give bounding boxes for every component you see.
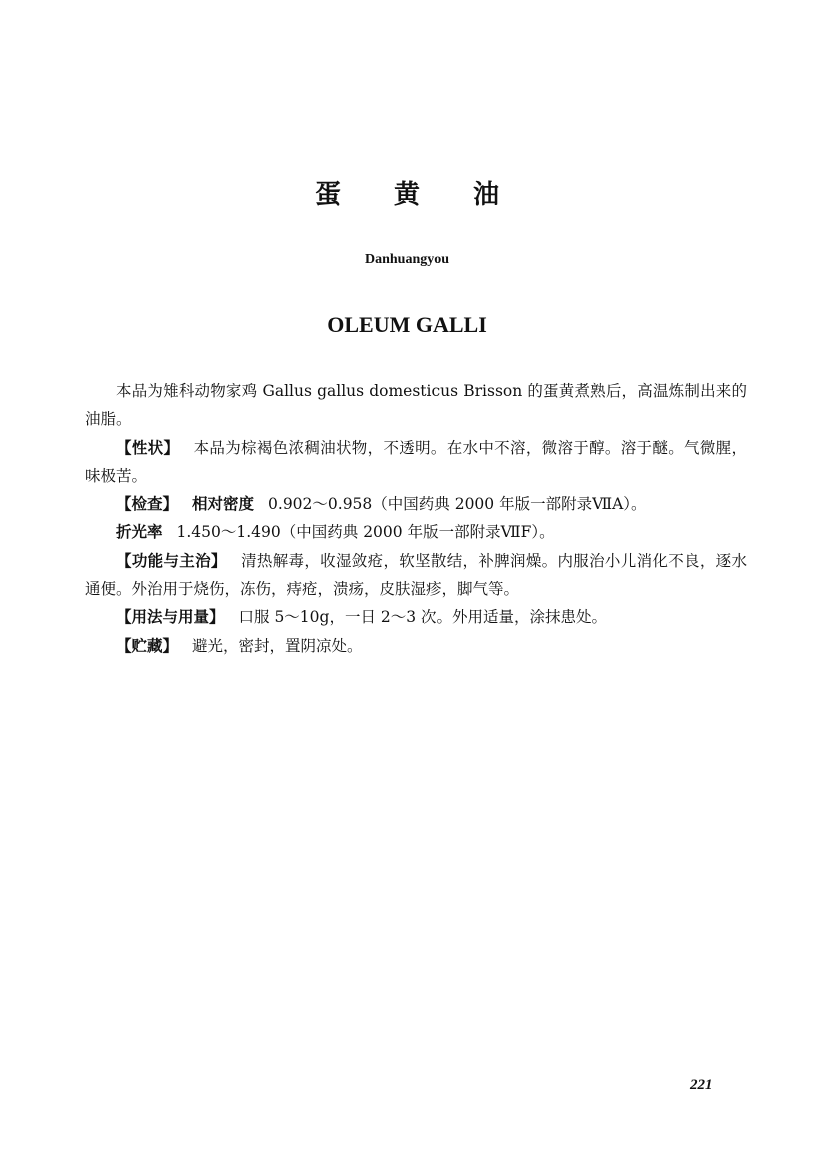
refraction-paragraph (85, 518, 747, 546)
monograph-body (85, 377, 747, 660)
character-text: 本品为棕褐色浓稠油状物，不透明。在水中不溶，微溶于醇。溶于醚。气微腥，味极苦。 (85, 438, 747, 485)
refraction-text: 1.450～1.490（中国药典 2000 年版一部附录ⅦF）。 (176, 523, 555, 542)
function-heading: 【功能与主治】 (116, 551, 227, 570)
character-paragraph (85, 434, 747, 491)
storage-text: 避光，密封，置阴凉处。 (192, 636, 363, 655)
usage-text: 口服 5～10g，一日 2～3 次。外用适量，涂抹患处。 (238, 608, 608, 627)
storage-heading: 【贮藏】 (116, 636, 179, 655)
function-text: 清热解毒，收湿敛疮，软坚散结，补脾润燥。内服治小儿消化不良，逐水通便。外治用于烧伤，冻伤，痔疮，溃疡，皮肤湿疹，脚气等。 (85, 551, 747, 599)
inspection-heading: 【检查】 (116, 495, 179, 514)
refraction-label: 折光率 (116, 523, 163, 542)
title-pinyin: Danhuangyou (364, 252, 450, 267)
usage-paragraph (85, 603, 747, 631)
usage-heading: 【用法与用量】 (116, 608, 225, 627)
inspection-paragraph (85, 490, 747, 518)
character-heading: 【性状】 (116, 438, 180, 457)
page-number: 221 (690, 1077, 713, 1093)
density-label: 相对密度 (192, 495, 255, 514)
title-chinese: 蛋 黄 油 (314, 180, 522, 210)
storage-paragraph (85, 632, 747, 660)
title-latin: OLEUM GALLI (327, 312, 487, 337)
density-text: 0.902～0.958（中国药典 2000 年版一部附录ⅦA）。 (268, 495, 647, 514)
intro-paragraph: 本品为雉科动物家鸡 Gallus gallus domesticus Brisson 的蛋黄煮熟后，高温炼制出来的油脂。 (85, 382, 747, 429)
function-paragraph (85, 547, 747, 604)
